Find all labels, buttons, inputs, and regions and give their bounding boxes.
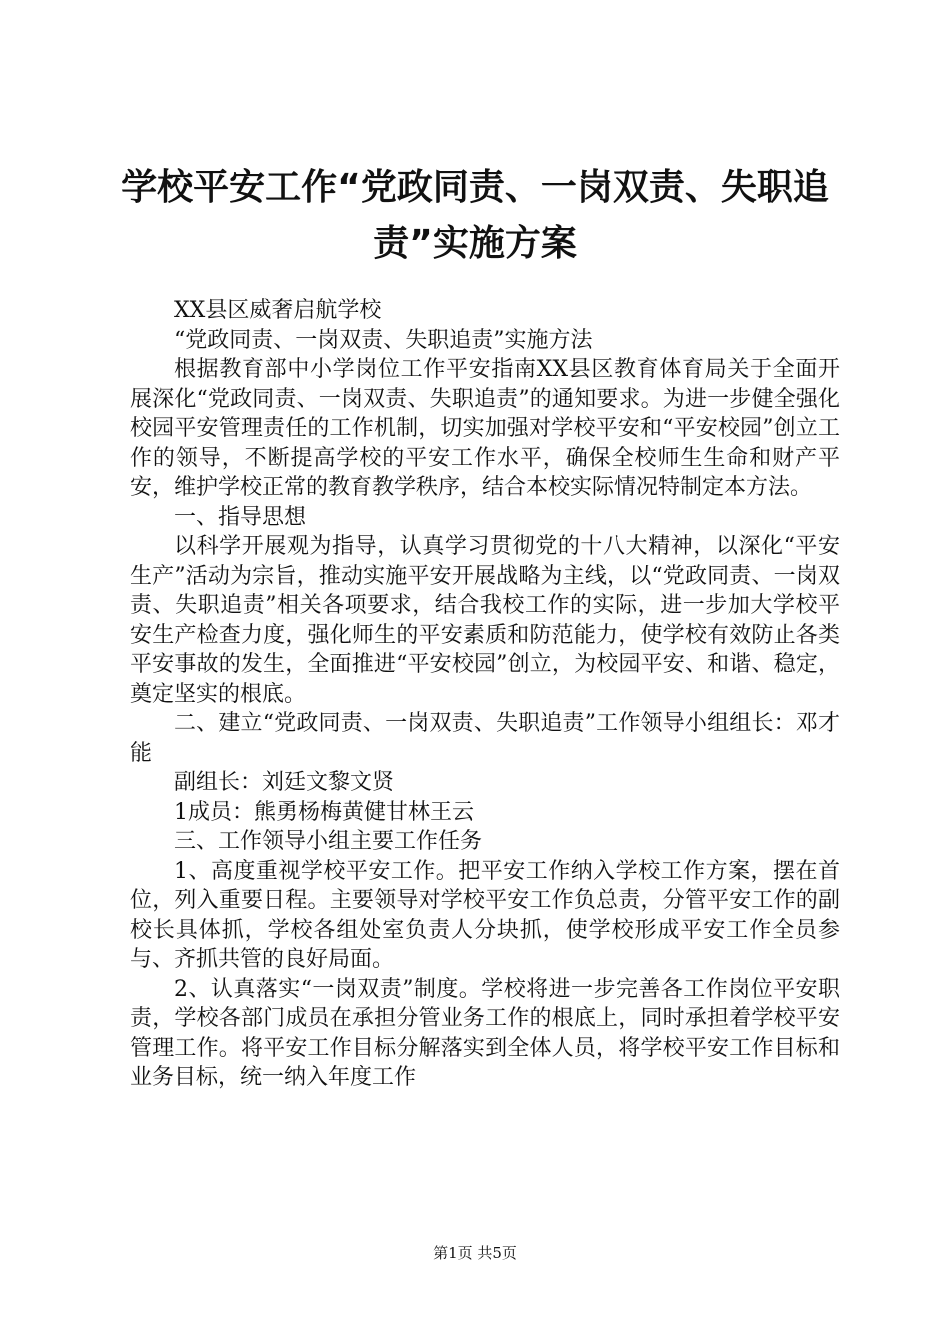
deputy-leaders: 副组长：刘廷文黎文贤 — [174, 770, 395, 795]
section-heading: 二、建立“党政同责、一岗双责、失职追责”工作领导小组组长：邓才能 — [130, 711, 840, 766]
document-body — [130, 296, 840, 1093]
paragraph: 2、认真落实“一岗双责”制度。学校将进一步完善各工作岗位平安职责，学校各部门成员在承担分管业务工作的根底上，同时承担着学校平安管理工作。将平安工作目标分解落实到全体人员，将学校平安工作目标和业务目标，统一纳入年度工作 — [130, 976, 840, 1090]
section-heading: 三、工作领导小组主要工作任务 — [174, 829, 483, 854]
section-heading: 一、指导思想 — [174, 504, 307, 530]
page-footer: 第1页 共5页 — [433, 1244, 517, 1262]
paragraph: 以科学开展观为指导，认真学习贯彻党的十八大精神，以深化“平安生产”活动为宗旨，推动实施平安开展战略为主线，以“党政同责、一岗双责、失职追责”相关各项要求，结合我校工作的实际，进一步加大学校平安生产检查力度，强化师生的平安素质和防范能力，使学校有效防止各类平安事故的发生，全面推进“平安校园”创立，为校园平安、和谐、稳定，奠定坚实的根底。 — [130, 534, 840, 707]
subtitle: “党政同责、一岗双责、失职追责”实施方法 — [174, 327, 593, 353]
paragraph: 1、高度重视学校平安工作。把平安工作纳入学校工作方案，摆在首位，列入重要日程。主要领导对学校平安工作负总责，分管平安工作的副校长具体抓，学校各组处室负责人分块抓，使学校形成平安工作全员参与、齐抓共管的良好局面。 — [130, 858, 840, 972]
school-name: XX县区威奢启航学校 — [174, 298, 382, 323]
document-title: 学校平安工作“党政同责、一岗双责、失职追责”实施方案 — [121, 167, 829, 264]
paragraph: 根据教育部中小学岗位工作平安指南XX县区教育体育局关于全面开展深化“党政同责、一岗双责、失职追责”的通知要求。为进一步健全强化校园平安管理责任的工作机制，切实加强对学校平安和“平安校园”创立工作的领导，不断提高学校的平安工作水平，确保全校师生生命和财产平安，维护学校正常的教育教学秩序，结合本校实际情况特制定本方法。 — [130, 357, 840, 500]
members: 1成员：熊勇杨梅黄健甘林王云 — [174, 799, 474, 825]
